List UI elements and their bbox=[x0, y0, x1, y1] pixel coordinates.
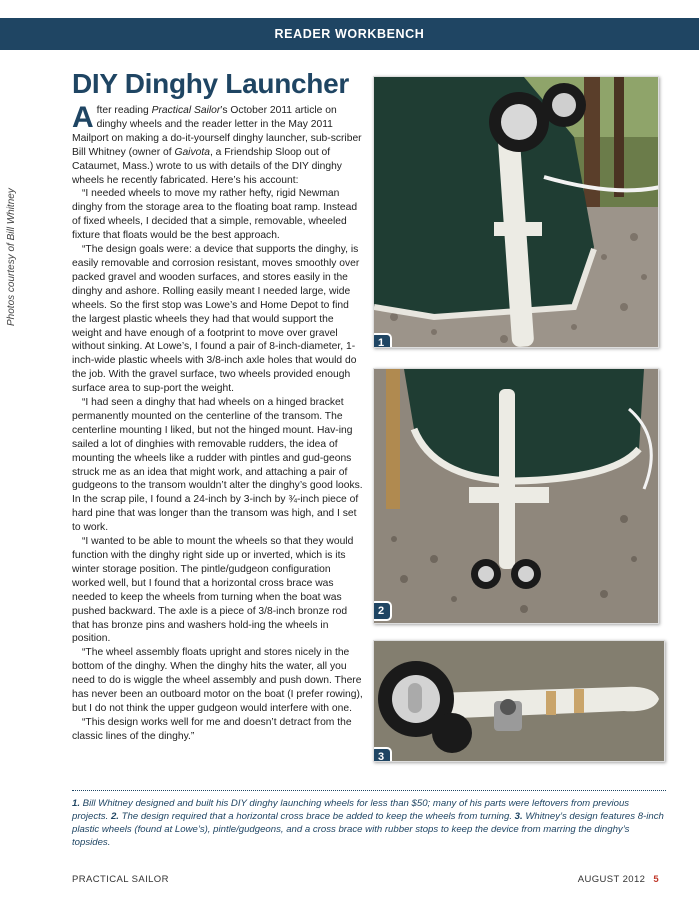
photo-dinghy-with-wheels bbox=[373, 76, 659, 348]
photo-wheel-assembly bbox=[373, 640, 665, 762]
footer-publication: PRACTICAL SAILOR bbox=[72, 874, 169, 885]
photo-caption: 1. Bill Whitney designed and built his DIY dinghy launching wheels for less than $50; many of his parts were leftovers from previous projects. 2. The design required that a horizontal cross brace be added to keep the wheels from turning. 3. Whitney’s design features 8-inch plastic wheels (found at Lowe’s), pintle/gudgeons, and a cross brace with rubber stops to keep the device from marring the dinghy’s topsides. bbox=[72, 790, 666, 849]
body-paragraph: “The wheel assembly floats upright and stores nicely in the bottom of the dinghy. When the dinghy hits the water, all you need to do is wiggle the wheel assembly and push down. There has never been an outboard motor on the boat (I prefer rowing), but I do not think the upper gudgeon would interfere with one. bbox=[72, 647, 363, 714]
footer-issue: AUGUST 2012 5 bbox=[577, 874, 659, 885]
photo-3-illustration bbox=[374, 641, 665, 762]
photo-number-badge: 2 bbox=[373, 601, 392, 621]
body-paragraph: “I needed wheels to move my rather hefty, rigid Newman dinghy from the storage area to the floating boat ramp. Instead of fixed wheels, I decided that a simple, removable, wheeled fixture that floats would be the best approach. bbox=[72, 188, 358, 242]
photo-2-illustration bbox=[374, 369, 659, 624]
photo-number-badge: 1 bbox=[373, 333, 392, 348]
article-body bbox=[72, 101, 363, 744]
section-banner bbox=[0, 18, 699, 50]
section-label: READER WORKBENCH bbox=[274, 27, 425, 41]
article-title: DIY Dinghy Launcher bbox=[72, 68, 349, 99]
body-paragraph: “I wanted to be able to mount the wheels so that they would function with the dinghy right side up or inverted, which is its winter storage position. The pintle/gudgeon configuration worked well, but I found that a horizontal cross brace was needed to keep the wheels from turning when the boat was pushed backward. The axle is a piece of 3/8-inch bronze rod that has bronze pins and washers hold-ing the wheels in position. bbox=[72, 536, 354, 645]
photo-credit: Photos courtesy of Bill Whitney bbox=[6, 188, 17, 326]
body-paragraph: “I had seen a dinghy that had wheels on a hinged bracket permanently mounted on the centerline of the transom. The centerline mounting I liked, but not the hinged mount. Hav-ing sailed a lot of dinghies with removable rudders, the idea of mounting the wheels like a rudder with pintles and gud-geons struck me as an idea that might work, and attaching a pair of gudgeons to the transom wouldn’t alter the dinghy’s good looks. In the scrap pile, I found a 24-inch by 3-inch by ¾-inch piece of hard pine that was longer than the transom was high, and I set to work. bbox=[72, 397, 363, 534]
drop-cap: A bbox=[72, 101, 94, 134]
intro-paragraph: After reading Practical Sailor’s October 2011 article on dinghy wheels and the reader letter in the May 2011 Mailport on making a do-it-yourself dinghy launcher, sub-scriber Bill Whitney (owner of Gaivota, a Friendship Sloop out of Cataumet, Mass.) wrote to us with details of the DIY dinghy wheels he recently fabricated. Here’s his account: bbox=[72, 101, 362, 186]
page-number: 5 bbox=[653, 874, 659, 885]
photo-transom-cross-brace bbox=[373, 368, 659, 624]
body-paragraph: “The design goals were: a device that supports the dinghy, is easily removable and corrosion resistant, moves smoothly over packed gravel and wooden surfaces, and stores easily in the dinghy and ashore. Rolling easily meant I needed large, wide wheels. So the first stop was Lowe’s and Home Depot to find the largest plastic wheels they had that would support the weight and have enough of a footprint to move over gravel without sinking. At Lowe’s, I found a pair of 8-inch-diameter, 1-inch-wide plastic wheels with 3/8-inch axle holes that would do the job. With the gravel surface, two wheels provided enough surface area to sup-port the weight. bbox=[72, 244, 360, 395]
photo-1-illustration bbox=[374, 77, 659, 348]
body-paragraph: “This design works well for me and doesn’t detract from the classic lines of the dinghy.” bbox=[72, 716, 352, 742]
photo-number-badge: 3 bbox=[373, 747, 392, 762]
